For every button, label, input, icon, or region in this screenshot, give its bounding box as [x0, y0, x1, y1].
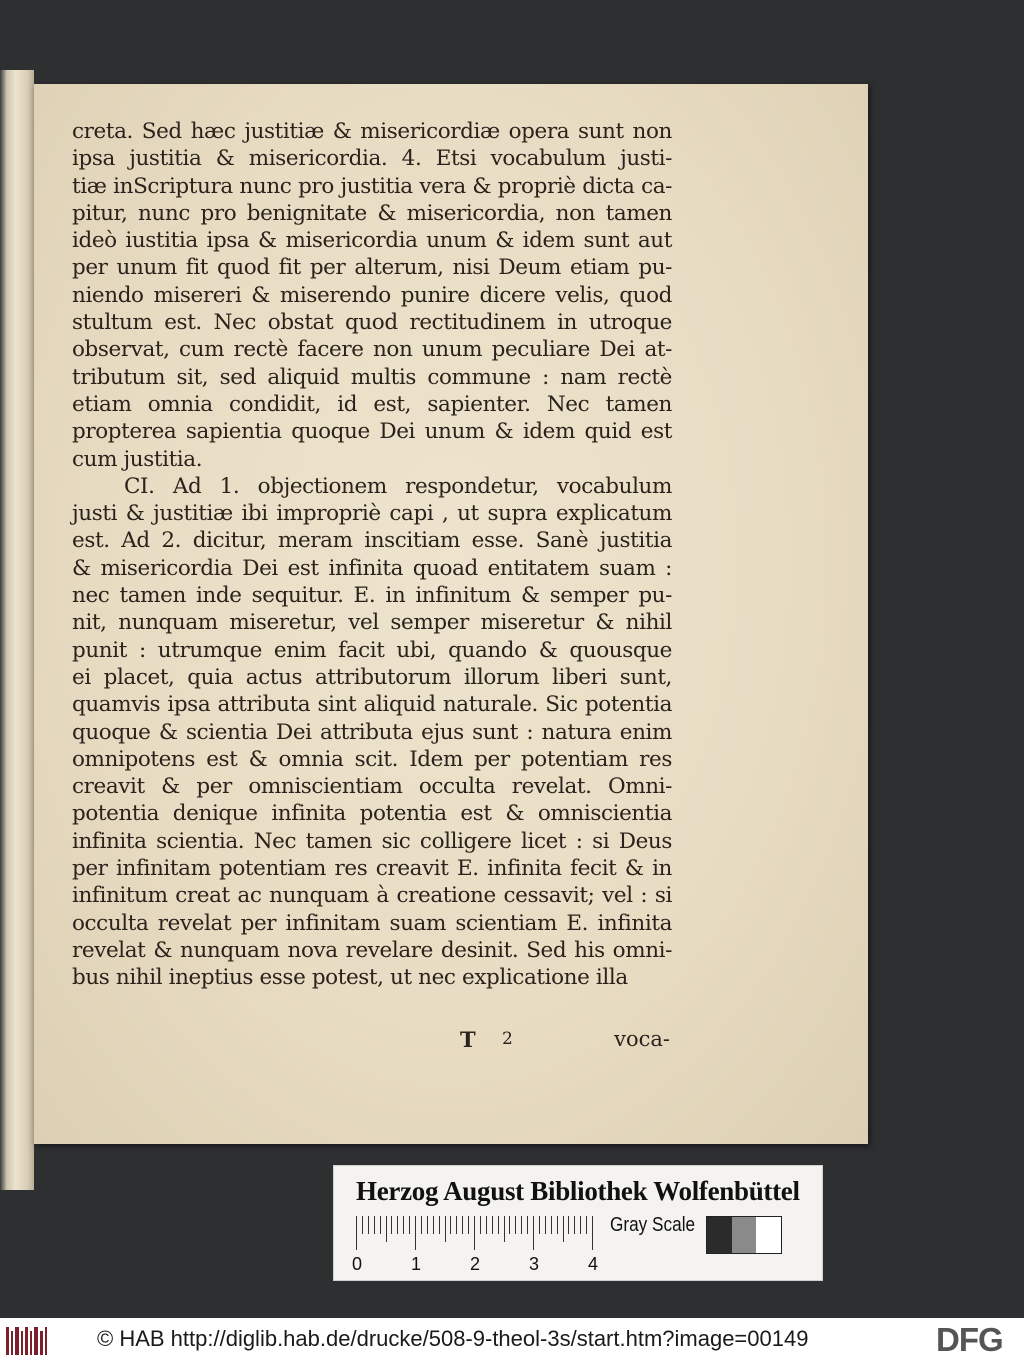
ruler-tick	[356, 1216, 357, 1250]
logo-bar	[11, 1331, 13, 1355]
dfg-logo[interactable]: DFG	[936, 1321, 1003, 1358]
ruler-tick	[415, 1216, 416, 1250]
ruler-number: 1	[411, 1254, 422, 1274]
logo-bar	[45, 1327, 47, 1355]
page-text	[72, 118, 672, 992]
ruler-number: 4	[588, 1254, 599, 1274]
text-line: nit, nunquam miseretur, vel semper miseretur & nihil	[72, 610, 672, 636]
ruler-tick	[433, 1216, 434, 1234]
hab-logo-icon[interactable]	[6, 1327, 48, 1355]
text-line: CI. Ad 1. objectionem respondetur, vocabulum	[124, 473, 672, 499]
ruler-tick	[545, 1216, 546, 1234]
text-line: revelat & nunquam nova revelare desinit. Sed his omni-	[72, 937, 672, 963]
library-name: Herzog August Bibliothek Wolfenbüttel	[356, 1176, 800, 1206]
catchword: voca-	[614, 1027, 670, 1051]
ruler-tick	[568, 1216, 569, 1234]
ruler-tick	[539, 1216, 540, 1234]
logo-bar	[40, 1331, 43, 1355]
logo-bar	[21, 1331, 23, 1355]
text-line: cum justitia.	[72, 446, 203, 472]
grey-scale-swatches	[706, 1216, 782, 1254]
ruler-tick	[456, 1216, 457, 1234]
signature-mark: T	[460, 1027, 476, 1052]
text-line: per infinitam potentiam res creavit E. infinita fecit & in	[72, 856, 672, 882]
ruler-tick	[580, 1216, 581, 1234]
ruler-tick	[439, 1216, 440, 1234]
ruler-tick	[409, 1216, 410, 1234]
logo-bar	[6, 1327, 9, 1355]
text-line: ideò iustitia ipsa & misericordia unum & idem sunt aut	[72, 228, 672, 254]
ruler-tick	[527, 1216, 528, 1234]
ruler-tick	[492, 1216, 493, 1234]
ruler-tick	[515, 1216, 516, 1234]
copyright-link[interactable]: © HAB http://diglib.hab.de/drucke/508-9-theol-3s/start.htm?image=00149	[97, 1326, 809, 1351]
previous-page-edge	[0, 70, 34, 1190]
ruler-number: 0	[352, 1254, 363, 1274]
text-line: potentia denique infinita potentia est & omniscientia	[72, 801, 672, 827]
ruler-tick	[421, 1216, 422, 1234]
ruler-number: 3	[529, 1254, 540, 1274]
ruler-tick	[368, 1216, 369, 1234]
color-target-card	[333, 1165, 823, 1281]
ruler-tick	[557, 1216, 558, 1234]
ruler-tick	[362, 1216, 363, 1234]
grey-swatch	[732, 1217, 757, 1253]
ruler-tick	[480, 1216, 481, 1234]
text-line: creavit & per omniscientiam occulta revelat. Omni-	[72, 774, 672, 800]
text-line: stultum est. Nec obstat quod rectitudinem in utroque	[72, 310, 672, 336]
ruler-tick	[427, 1216, 428, 1234]
ruler-number: 2	[470, 1254, 481, 1274]
text-line: est. Ad 2. dicitur, meram inscitiam esse. Sanè justitia	[72, 528, 672, 554]
ruler-tick	[486, 1216, 487, 1234]
text-line: omnipotens est & omnia scit. Idem per potentiam res	[72, 746, 672, 772]
signature-number: 2	[502, 1029, 513, 1049]
ruler-tick	[445, 1216, 446, 1242]
text-line: justi & justitiæ ibi impropriè capi , ut supra explicatum	[72, 501, 672, 527]
text-line: per unum fit quod fit per alterum, nisi Deum etiam pu-	[72, 255, 672, 281]
text-line: creta. Sed hæc justitiæ & misericordiæ opera sunt non	[72, 119, 672, 144]
ruler-tick	[586, 1216, 587, 1234]
ruler-tick	[533, 1216, 534, 1250]
text-line: observat, cum rectè facere non unum peculiare Dei at-	[72, 337, 672, 363]
text-line: tributum sit, sed aliquid multis commune : nam rectè	[72, 364, 672, 390]
ruler-tick	[509, 1216, 510, 1234]
ruler-tick	[462, 1216, 463, 1234]
text-line: bus nihil ineptius esse potest, ut nec explicatione illa	[72, 965, 628, 991]
ruler-tick	[386, 1216, 387, 1242]
ruler-tick	[498, 1216, 499, 1234]
grey-swatch	[756, 1217, 781, 1253]
ruler-tick	[551, 1216, 552, 1234]
text-line: niendo misereri & miserendo punire dicere velis, quod	[72, 282, 672, 308]
ruler-tick	[403, 1216, 404, 1234]
ruler-tick	[504, 1216, 505, 1242]
ruler-tick	[521, 1216, 522, 1234]
text-line: propterea sapientia quoque Dei unum & idem quid est	[72, 419, 672, 445]
text-line: infinitum creat ac nunquam à creatione cessavit; vel : si	[72, 883, 672, 909]
grey-swatch	[707, 1217, 732, 1253]
grey-scale-label: Gray Scale	[610, 1214, 696, 1236]
logo-bar	[15, 1327, 19, 1355]
ruler-tick	[474, 1216, 475, 1250]
text-line: ei placet, quia actus attributorum illorum liberi sunt,	[72, 664, 672, 690]
text-line: & misericordia Dei est infinita quoad entitatem suam :	[72, 555, 672, 581]
text-line: tiæ inScriptura nunc pro justitia vera & propriè dicta ca-	[72, 173, 672, 199]
text-line: ipsa justitia & misericordia. 4. Etsi vocabulum justi-	[72, 146, 672, 172]
text-line: occulta revelat per infinitam suam scientiam E. infinita	[72, 910, 672, 936]
text-line: nec tamen inde sequitur. E. in infinitum & semper pu-	[72, 583, 672, 609]
logo-bar	[25, 1327, 28, 1355]
ruler-tick	[468, 1216, 469, 1234]
ruler-tick	[380, 1216, 381, 1234]
ruler-tick	[391, 1216, 392, 1234]
book-page	[34, 84, 868, 1144]
text-line: quoque & scientia Dei attributa ejus sunt : natura enim	[72, 719, 672, 745]
footer-bar	[0, 1318, 1024, 1363]
text-line: punit : utrumque enim facit ubi, quando & quousque	[72, 637, 672, 663]
text-line: quamvis ipsa attributa sint aliquid naturale. Sic potentia	[72, 692, 672, 718]
logo-bar	[30, 1331, 32, 1355]
cm-ruler	[352, 1216, 606, 1274]
text-line: infinita scientia. Nec tamen sic colligere licet : si Deus	[72, 828, 672, 854]
ruler-tick	[574, 1216, 575, 1234]
text-line: etiam omnia condidit, id est, sapienter. Nec tamen	[72, 391, 672, 417]
ruler-tick	[397, 1216, 398, 1234]
logo-bar	[34, 1327, 38, 1355]
ruler-tick	[450, 1216, 451, 1234]
ruler-tick	[374, 1216, 375, 1234]
ruler-tick	[563, 1216, 564, 1242]
ruler-tick	[592, 1216, 593, 1250]
text-line: pitur, nunc pro benignitate & misericordia, non tamen	[72, 200, 672, 226]
